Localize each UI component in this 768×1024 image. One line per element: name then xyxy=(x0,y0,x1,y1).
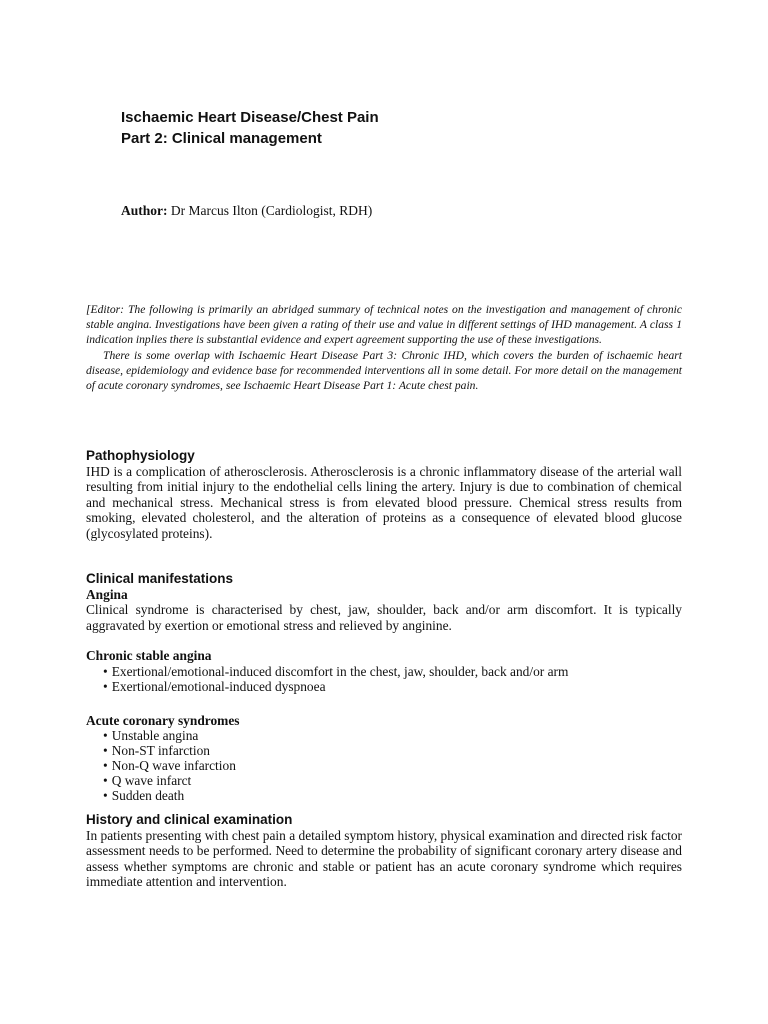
author-label: Author: xyxy=(121,203,168,218)
section-clinical-manifestations xyxy=(86,570,682,803)
chronic-stable-angina-list xyxy=(86,664,682,694)
angina-text: Clinical syndrome is characterised by chest, jaw, shoulder, back and/or arm discomfort. It is typically aggravated by exertion or emotional stress and relieved by anginine. xyxy=(86,602,682,633)
page-title: Ischaemic Heart Disease/Chest Pain xyxy=(121,109,379,126)
section-heading-clinical-manifestations: Clinical manifestations xyxy=(86,571,234,586)
section-pathophysiology xyxy=(86,447,682,541)
editor-note-paragraph-1: [Editor: The following is primarily an abridged summary of technical notes on the investigation and management of chronic stable angina. Investigations have been given a rating of their use and value in different settings of IHD management. A class 1 indication inplies there is substantial evidence and expert agreement supporting the use of these investigations. xyxy=(86,303,682,347)
page-subtitle: Part 2: Clinical management xyxy=(121,130,322,147)
list-item: • Unstable angina xyxy=(103,728,682,743)
editor-note-paragraph-2: There is some overlap with Ischaemic Heart Disease Part 3: Chronic IHD, which covers the burden of ischaemic heart disease, epidemiology and evidence base for recommended interventions all in some detail. For more detail on the management of acute coronary syndromes, see Ischaemic Heart Disease Part 1: Acute chest pain. xyxy=(86,348,682,393)
section-heading-history-examination: History and clinical examination xyxy=(86,812,293,827)
author-name: Dr Marcus Ilton (Cardiologist, RDH) xyxy=(170,203,373,218)
list-item: • Q wave infarct xyxy=(103,773,682,788)
chronic-stable-angina-heading: Chronic stable angina xyxy=(86,648,212,664)
section-heading-pathophysiology: Pathophysiology xyxy=(86,448,195,463)
list-item: • Non-ST infarction xyxy=(103,743,682,758)
pathophysiology-text: IHD is a complication of atherosclerosis. Atherosclerosis is a chronic inflammatory disease of the arterial wall resulting from initial injury to the endothelial cells lining the artery. Injury is due to combination of chemical and mechanical stress. Mechanical stress is from elevated blood pressure. Chemical stress results from smoking, elevated cholesterol, and the alteration of proteins as a consequence of elevated blood glucose (glycosylated proteins). xyxy=(86,464,682,541)
editor-note xyxy=(86,302,682,393)
list-item: • Sudden death xyxy=(103,788,682,803)
acute-coronary-syndromes-list xyxy=(86,728,682,803)
acute-coronary-syndromes-heading: Acute coronary syndromes xyxy=(86,712,240,728)
history-text: In patients presenting with chest pain a detailed symptom history, physical examination and directed risk factor assessment needs to be performed. Need to determine the probability of significant coronary artery disease and assess whether symptoms are chronic and stable or patient has an acute coronary syndrome which requires immediate attention and intervention. xyxy=(86,828,682,890)
list-item: • Exertional/emotional-induced discomfort in the chest, jaw, shoulder, back and/or arm xyxy=(103,664,682,679)
list-item: • Non-Q wave infarction xyxy=(103,758,682,773)
list-item: • Exertional/emotional-induced dyspnoea xyxy=(103,679,682,694)
author-line xyxy=(121,202,372,219)
angina-heading: Angina xyxy=(86,587,128,602)
section-history-examination xyxy=(86,811,682,890)
